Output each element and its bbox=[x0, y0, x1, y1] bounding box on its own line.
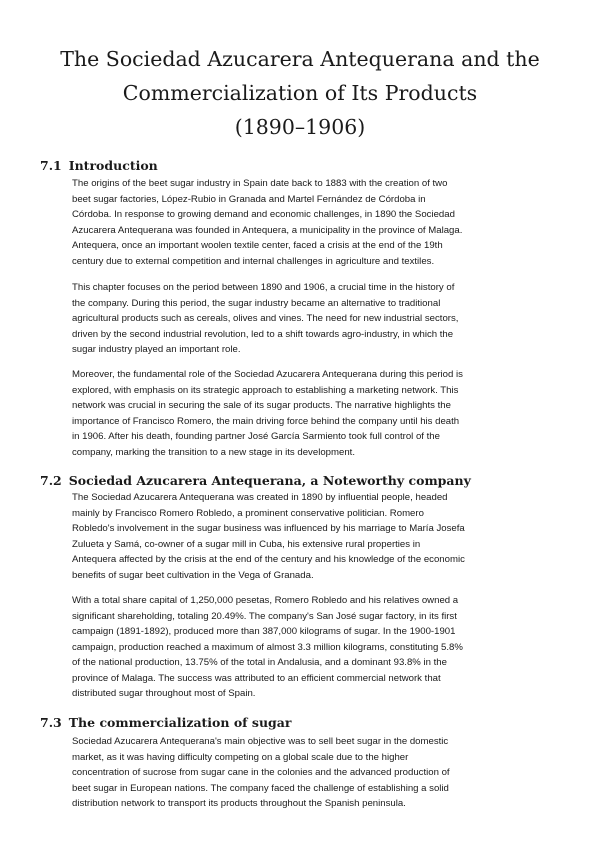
section-number: 7.1 bbox=[40, 158, 62, 173]
text-line: Sociedad Azucarera Antequerana's main objective was to sell beet sugar in the domestic bbox=[72, 736, 449, 747]
paragraph bbox=[72, 280, 527, 358]
text-line: century due to external competition and internal challenges in agriculture and textiles. bbox=[72, 255, 435, 267]
text-line: With a total share capital of 1,250,000 pesetas, Romero Robledo and his relatives owned a bbox=[72, 595, 459, 606]
text-line: concentration of sucrose from sugar cane in the colonies and the advanced production of bbox=[72, 767, 450, 778]
text-line: distributed sugar throughout most of Spain. bbox=[72, 688, 256, 699]
paragraph bbox=[72, 176, 527, 269]
text-line: The Sociedad Azucarera Antequerana was created in 1890 by influential people, headed bbox=[72, 492, 448, 503]
text-line: driven by the second industrial revolution, led to a shift towards agro-industry, in which the bbox=[72, 328, 454, 340]
text-line: Antequera, once an important woolen textile center, faced a crisis at the end of the 19th bbox=[72, 240, 443, 251]
page-title bbox=[30, 42, 570, 144]
text-line: mainly by Francisco Romero Robledo, a prominent conservative politician. Romero bbox=[72, 507, 424, 519]
section-title: Introduction bbox=[68, 158, 158, 173]
section-title: Sociedad Azucarera Antequerana, a Noteworthy company bbox=[68, 473, 471, 488]
text-line: Córdoba. In response to growing demand and economic challenges, in 1890 the Sociedad bbox=[72, 209, 455, 220]
text-line: market, as it was having difficulty competing on a global scale due to the higher bbox=[72, 751, 409, 763]
section-title: The commercialization of sugar bbox=[68, 715, 292, 730]
text-line: Antequera affected by the crisis at the end of the century and his knowledge of the economic bbox=[72, 554, 465, 565]
title-line: (1890–1906) bbox=[234, 115, 366, 139]
text-line: beet sugar factories, López-Rubio in Granada and Martel Fernández de Córdoba in bbox=[72, 193, 426, 205]
text-line: company, marking the transition to a new stage in its development. bbox=[72, 446, 355, 458]
text-line: campaign (1891-1892), produced more than 387,000 kilograms of sugar. In the 1900-1901 bbox=[72, 626, 456, 637]
text-line: Moreover, the fundamental role of the Sociedad Azucarera Antequerana during this period is bbox=[72, 369, 463, 380]
text-line: importance of Francisco Romero, the main driving force behind the company until his death bbox=[72, 415, 460, 427]
text-line: sugar industry played an important role. bbox=[72, 344, 241, 355]
text-line: campaign, production reached a maximum of almost 3.3 million kilograms, constituting 5.8% bbox=[72, 641, 463, 653]
text-line: agricultural products such as cereals, olives and vines. The need for new industrial sectors, bbox=[72, 313, 459, 324]
text-line: This chapter focuses on the period between 1890 and 1906, a crucial time in the history of bbox=[72, 282, 455, 293]
section-heading-introduction bbox=[40, 158, 158, 174]
title-line: The Sociedad Azucarera Antequerana and the bbox=[60, 47, 540, 71]
paragraph bbox=[72, 490, 527, 583]
section-number: 7.2 bbox=[40, 473, 62, 488]
paragraph bbox=[72, 593, 527, 702]
text-line: benefits of sugar beet cultivation in the Vega of Granada. bbox=[72, 569, 314, 581]
text-line: Azucarera Antequerana was founded in Antequera, a municipality in the province of Malaga. bbox=[72, 224, 463, 236]
text-line: significant shareholding, totaling 20.49%. The company's San José sugar factory, in its first bbox=[72, 610, 457, 622]
section-heading-commercialization bbox=[40, 715, 291, 731]
paragraph bbox=[72, 367, 527, 460]
text-line: in 1906. After his death, founding partner José García Sarmiento took full control of the bbox=[72, 431, 440, 442]
text-line: Robledo's involvement in the sugar business was influenced by his marriage to María Josefa bbox=[72, 523, 465, 534]
title-line: Commercialization of Its Products bbox=[122, 81, 478, 105]
text-line: distribution network to transport its products throughout the Spanish peninsula. bbox=[72, 798, 406, 809]
section-number: 7.3 bbox=[40, 715, 62, 730]
text-line: beet sugar in European nations. The company faced the challenge of establishing a solid bbox=[72, 782, 449, 794]
section-heading-noteworthy-company bbox=[40, 473, 471, 489]
text-line: explored, with emphasis on its strategic approach to establishing a marketing network. This bbox=[72, 384, 459, 396]
text-line: the company. During this period, the sugar industry became an alternative to traditional bbox=[72, 297, 441, 309]
paragraph bbox=[72, 734, 527, 812]
text-line: province of Malaga. The success was attributed to an efficient commercial network that bbox=[72, 672, 441, 684]
text-line: network was crucial in securing the sale of its sugar products. The narrative highlights the bbox=[72, 400, 451, 411]
text-line: of the national production, 13.75% of the total in Andalusia, and a dominant 93.8% in the bbox=[72, 657, 447, 668]
text-line: Zulueta y Samá, co-owner of a sugar mill in Cuba, his extensive rural properties in bbox=[72, 538, 421, 550]
text-line: The origins of the beet sugar industry in Spain date back to 1883 with the creation of two bbox=[72, 178, 448, 189]
